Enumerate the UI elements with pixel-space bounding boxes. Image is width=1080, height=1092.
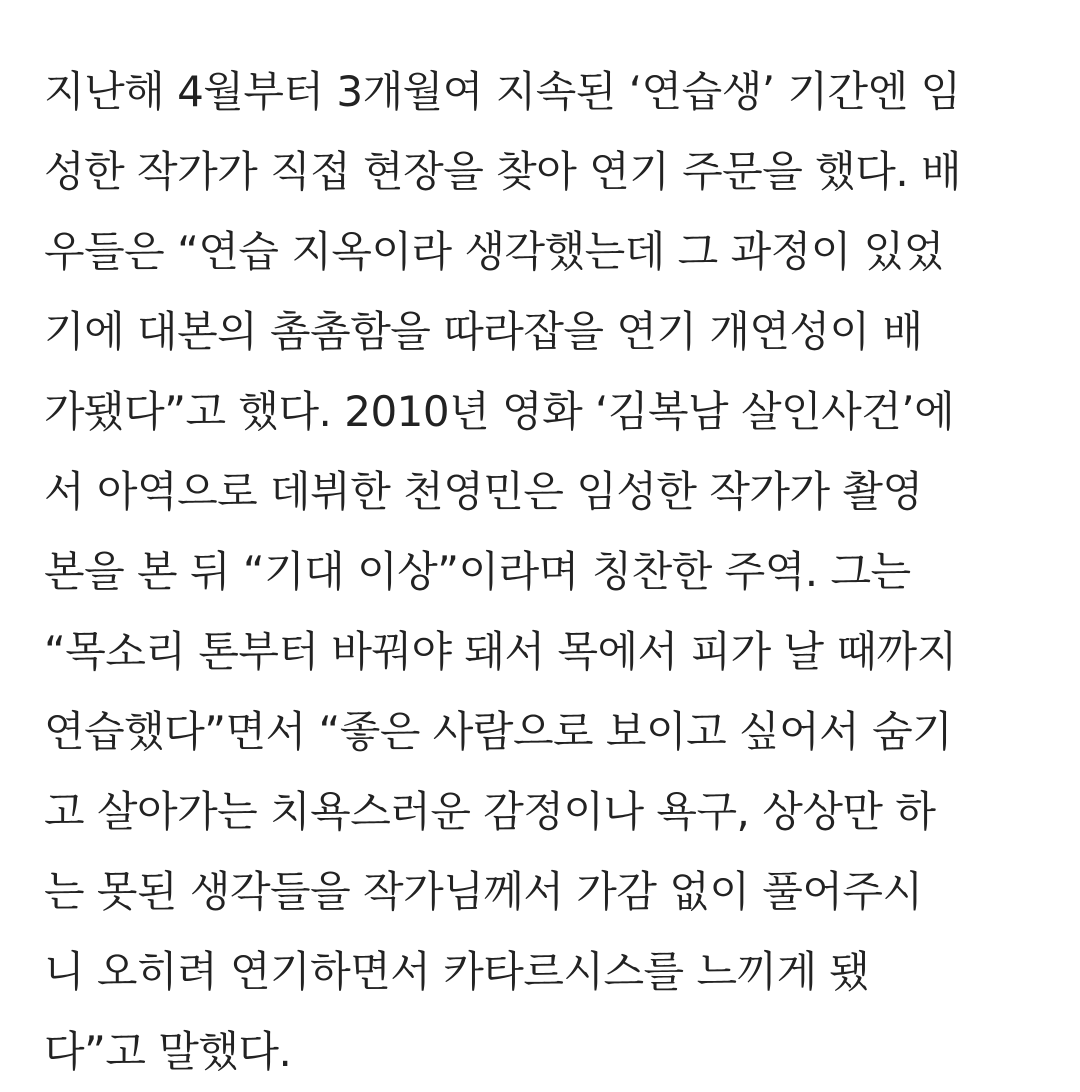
- article-line: 서 아역으로 데뷔한 천영민은 임성한 작가가 촬영: [44, 467, 923, 516]
- article-line: 가됐다”고 했다. 2010년 영화 ‘김복남 살인사건’에: [44, 387, 955, 436]
- article-line: 는 못된 생각들을 작가님께서 가감 없이 풀어주시: [44, 867, 923, 916]
- article-line: 연습했다”면서 “좋은 사람으로 보이고 싶어서 숨기: [44, 707, 953, 756]
- article-line: 니 오히려 연기하면서 카타르시스를 느끼게 됐: [44, 947, 870, 996]
- article-line: 고 살아가는 치욕스러운 감정이나 욕구, 상상만 하: [44, 787, 936, 836]
- article-line: “목소리 톤부터 바꿔야 돼서 목에서 피가 날 때까지: [44, 627, 957, 676]
- article-line: 우들은 “연습 지옥이라 생각했는데 그 과정이 있었: [44, 227, 944, 276]
- article-line: 지난해 4월부터 3개월여 지속된 ‘연습생’ 기간엔 임: [44, 67, 961, 116]
- article-body: [44, 52, 1054, 1092]
- article-line: 본을 본 뒤 “기대 이상”이라며 칭찬한 주역. 그는: [44, 547, 911, 596]
- article-line: 기에 대본의 촘촘함을 따라잡을 연기 개연성이 배: [44, 307, 923, 356]
- article-line: 성한 작가가 직접 현장을 찾아 연기 주문을 했다. 배: [44, 147, 962, 196]
- article-line: 다”고 말했다.: [44, 1027, 292, 1076]
